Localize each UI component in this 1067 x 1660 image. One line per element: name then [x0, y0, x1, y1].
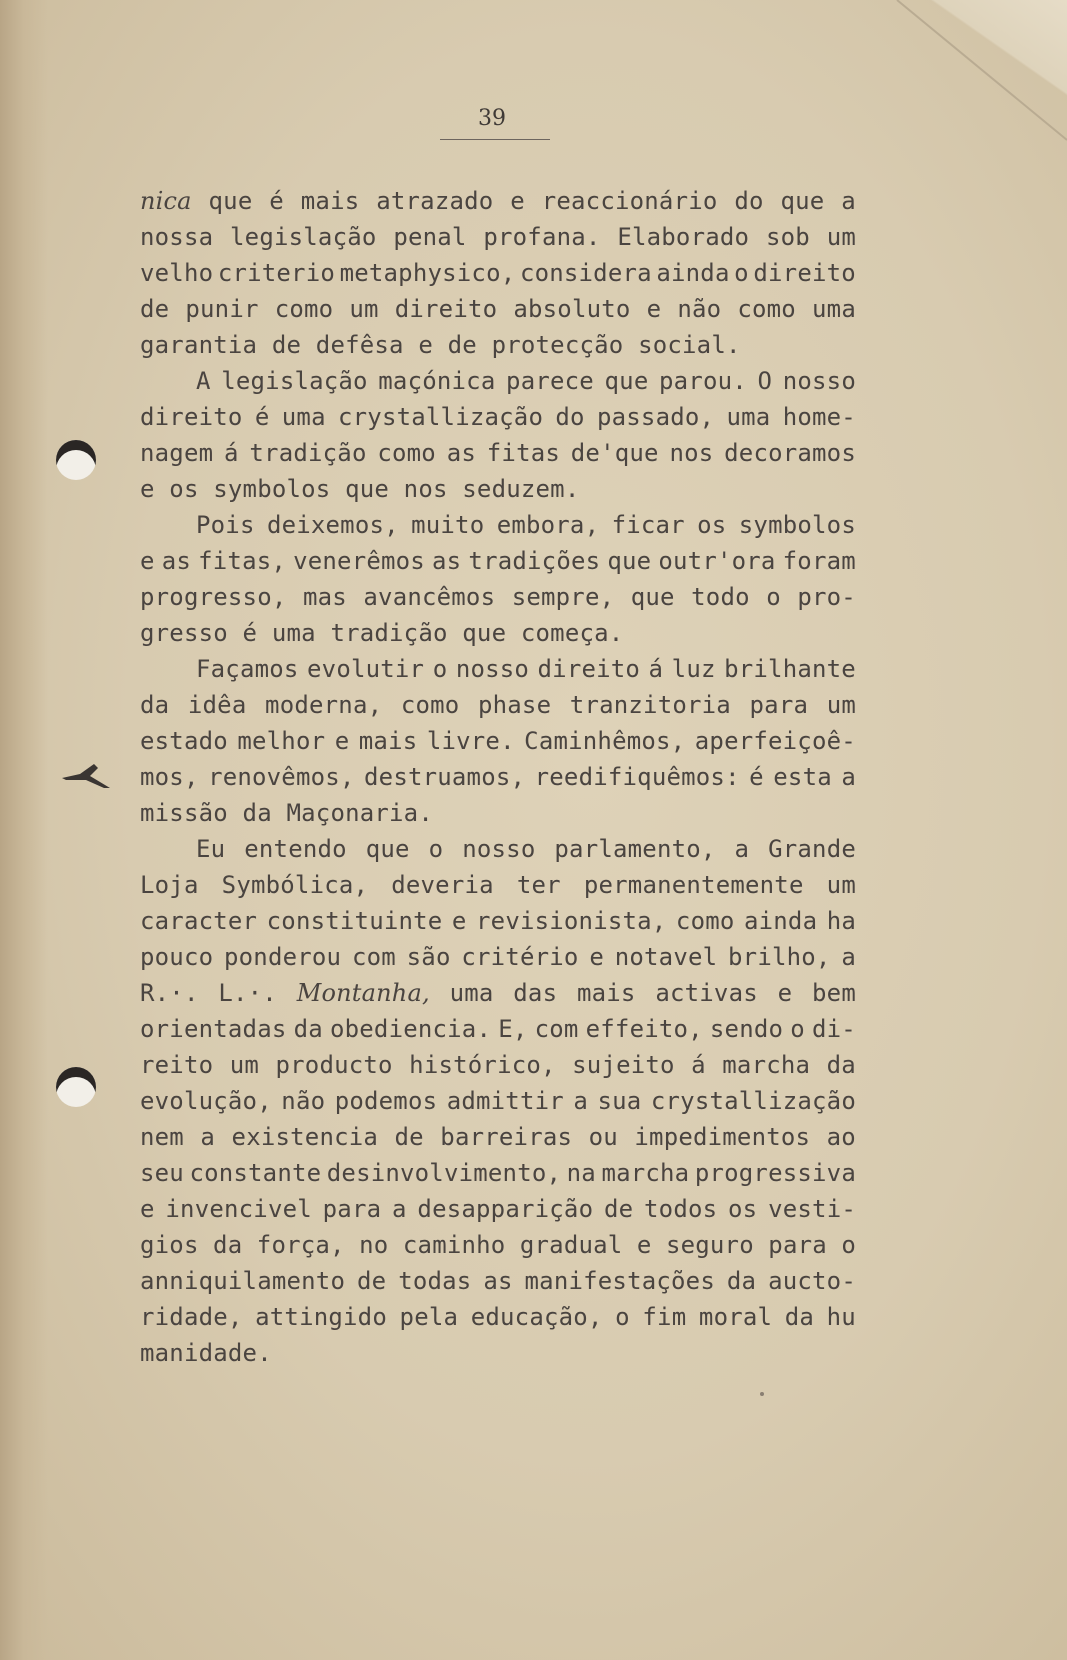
word: progresso, [140, 583, 287, 611]
fold-crease [867, 0, 1067, 150]
word: aucto- [768, 1267, 856, 1295]
word: obediencia. [329, 1015, 492, 1043]
word: da [784, 1303, 815, 1331]
word: da [140, 691, 170, 719]
word: profana. [483, 223, 601, 251]
word: o [615, 1303, 630, 1331]
word: do [555, 403, 585, 431]
word: á [224, 439, 239, 467]
word: tradição [249, 439, 367, 467]
word: sempre, [511, 583, 615, 611]
word: existencia [231, 1123, 379, 1151]
text-line [140, 363, 856, 399]
word: e [334, 727, 350, 755]
word: sua [597, 1087, 642, 1115]
word-italic: Montanha, [296, 979, 430, 1007]
word: parou. [659, 367, 747, 395]
word: home- [782, 403, 856, 431]
word: de [356, 1267, 387, 1295]
word: nagem [140, 439, 214, 467]
word: idêa [187, 691, 247, 719]
word: da [293, 1015, 323, 1043]
word: muito [411, 511, 485, 539]
word: Caminhêmos, [524, 727, 686, 755]
word: direito [140, 403, 243, 431]
word: impedimentos [634, 1123, 811, 1151]
word: legislação [221, 367, 368, 395]
word: criterio [217, 259, 336, 287]
text-line: manidade. [140, 1339, 272, 1367]
text-line: e os symbolos que nos seduzem. [140, 475, 580, 503]
punch-hole-bottom [56, 1067, 96, 1107]
text-line [140, 579, 856, 615]
word: direito [394, 295, 498, 323]
word: vesti- [768, 1195, 856, 1223]
word: effeito, [585, 1015, 703, 1043]
word: evolutir [307, 655, 425, 683]
word: ao [826, 1123, 856, 1151]
word: tradições [468, 547, 601, 575]
word: outr'ora [658, 547, 776, 575]
word: foram [782, 547, 856, 575]
word: para [749, 691, 809, 719]
word: caracter [140, 907, 258, 935]
word: nosso [782, 367, 856, 395]
word: as [446, 439, 477, 467]
word: nem [140, 1123, 184, 1151]
word: caminho [402, 1231, 506, 1259]
word: notavel [614, 943, 718, 971]
text-line: gresso é uma tradição que começa. [140, 619, 624, 647]
text-line [140, 1011, 856, 1047]
word: parece [506, 367, 594, 395]
word: decoramos [724, 439, 856, 467]
word: tranzitoria [569, 691, 731, 719]
word: maçónica [378, 367, 496, 395]
word: a [392, 1195, 407, 1223]
text-line: garantia de defêsa e de protecção social. [140, 331, 741, 359]
text-line [140, 399, 856, 435]
word: aperfeiçoê- [694, 727, 856, 755]
word: ponderou [224, 943, 342, 971]
text-line [140, 1191, 856, 1227]
word: moral [698, 1303, 773, 1331]
text-line [140, 687, 856, 723]
word: desapparição [417, 1195, 594, 1223]
word: força, [256, 1231, 345, 1259]
word: progressiva [694, 1159, 856, 1187]
word: a [841, 943, 856, 971]
word: attingido [255, 1303, 387, 1331]
word: metaphysico, [339, 259, 516, 287]
word: um [229, 1051, 260, 1079]
word: de'que [570, 439, 659, 467]
word: evolução, [140, 1087, 272, 1115]
word: revisionista, [476, 907, 667, 935]
word: e [646, 295, 662, 323]
body-text [140, 183, 856, 1371]
word: a [573, 1087, 589, 1115]
text-line [140, 759, 856, 795]
word: não [677, 295, 722, 323]
word: como [737, 295, 796, 323]
word: uma [812, 295, 856, 323]
text-line [140, 939, 856, 975]
word: gios [140, 1231, 199, 1259]
word: reedifiquêmos: [534, 763, 740, 791]
word: é [254, 403, 270, 431]
word: hu [826, 1303, 856, 1331]
word: direito [537, 655, 641, 683]
word: todas [398, 1267, 472, 1295]
text-line: nica que é mais atrazado e reaccionário do que a [140, 183, 856, 219]
word: renovêmos, [208, 763, 355, 791]
word: invencivel [165, 1195, 312, 1223]
pin-mark-icon [60, 760, 112, 790]
word: E, [498, 1015, 528, 1043]
word: Grande [768, 835, 856, 863]
word: critério [461, 943, 579, 971]
word: o [841, 1231, 856, 1259]
word: pro- [797, 583, 856, 611]
word: as [432, 547, 462, 575]
word: que [630, 583, 675, 611]
word: um [826, 223, 856, 251]
word: velho [140, 259, 214, 287]
word: O [757, 367, 773, 395]
word: e [140, 547, 155, 575]
word: seu [140, 1159, 184, 1187]
word: histórico, [409, 1051, 556, 1079]
word: o [428, 835, 444, 863]
text-line [140, 1083, 856, 1119]
word: fitas, [198, 547, 287, 575]
word: sujeito [572, 1051, 675, 1079]
word-italic: nica [140, 187, 192, 215]
text-line [140, 831, 856, 867]
word: deixemos, [266, 511, 399, 539]
word: os [728, 1195, 758, 1223]
word: Eu [196, 835, 226, 863]
text-line [140, 1047, 856, 1083]
word: como [675, 907, 735, 935]
word: manifestações [524, 1267, 715, 1295]
word: sendo [709, 1015, 784, 1043]
word: da [726, 1267, 757, 1295]
word: nosso [455, 655, 530, 683]
word: o [734, 259, 749, 287]
word: como [274, 295, 334, 323]
word: crystallização [338, 403, 544, 431]
word: barreiras [440, 1123, 573, 1151]
word: embora, [496, 511, 600, 539]
word: passado, [596, 403, 715, 431]
word: seguro [665, 1231, 754, 1259]
word: desinvolvimento, [326, 1159, 562, 1187]
word: penal [393, 223, 467, 251]
word: e [589, 943, 604, 971]
word: um [826, 691, 856, 719]
word: o [790, 1015, 805, 1043]
page-number-rule [440, 139, 550, 140]
word: com [534, 1015, 579, 1043]
word: destruamos, [364, 763, 526, 791]
word: crystallização [650, 1087, 856, 1115]
word: marcha [722, 1051, 811, 1079]
word: ridade, [140, 1303, 243, 1331]
text-line [140, 867, 856, 903]
word: fitas [486, 439, 561, 467]
text-line [140, 651, 856, 687]
word: nossa [140, 223, 214, 251]
word: Symbólica, [221, 871, 369, 899]
word: mos, [140, 763, 199, 791]
word: no [359, 1231, 389, 1259]
word: é [749, 763, 764, 791]
word: para [322, 1195, 382, 1223]
word: como [400, 691, 460, 719]
word: constante [189, 1159, 322, 1187]
word: permanentemente [583, 871, 804, 899]
word: ou [588, 1123, 618, 1151]
word: entendo [244, 835, 347, 863]
word: não [281, 1087, 326, 1115]
word: são [406, 943, 451, 971]
text-line [140, 903, 856, 939]
text-line [140, 723, 856, 759]
word: brilho, [728, 943, 831, 971]
word: um [349, 295, 379, 323]
word: para [768, 1231, 827, 1259]
word: considera [519, 259, 652, 287]
word: producto [275, 1051, 393, 1079]
word: melhor [237, 727, 326, 755]
word: pouco [140, 943, 214, 971]
page-number: 39 [478, 106, 506, 131]
text-line [140, 291, 856, 327]
word: Façamos [196, 655, 299, 683]
text-line [140, 1299, 856, 1335]
word: todo [691, 583, 750, 611]
word: gradual [519, 1231, 623, 1259]
word: uma [726, 403, 771, 431]
word: nos [669, 439, 714, 467]
word: Pois [196, 511, 255, 539]
word: o [766, 583, 781, 611]
text-line [140, 543, 856, 579]
word: e [451, 907, 467, 935]
word: mas [302, 583, 347, 611]
word: phase [477, 691, 552, 719]
word: as [483, 1267, 513, 1295]
word: absoluto [513, 295, 631, 323]
word: á [691, 1051, 706, 1079]
word: de [394, 1123, 424, 1151]
word: nosso [462, 835, 536, 863]
word: ter [516, 871, 561, 899]
word: pela [399, 1303, 459, 1331]
word: na [566, 1159, 596, 1187]
word: luz [671, 655, 716, 683]
word: um [826, 871, 856, 899]
word: de [140, 295, 170, 323]
word: educação, [470, 1303, 603, 1331]
word: constituinte [266, 907, 443, 935]
word: parlamento, [554, 835, 716, 863]
word: a [200, 1123, 216, 1151]
word: mais [358, 727, 418, 755]
word: deveria [391, 871, 494, 899]
text-line: R.·. L.·. Montanha, uma das mais activas e bem [140, 975, 856, 1011]
word: á [648, 655, 664, 683]
word: venerêmos [293, 547, 425, 575]
word: anniquilamento [140, 1267, 346, 1295]
word: que [604, 367, 649, 395]
text-line [140, 507, 856, 543]
word: brilhante [724, 655, 856, 683]
word: punir [185, 295, 259, 323]
word: ainda [743, 907, 818, 935]
word: fim [642, 1303, 687, 1331]
speck [760, 1392, 764, 1396]
word: symbolos [738, 511, 856, 539]
text-line [140, 1263, 856, 1299]
word: moderna, [265, 691, 383, 719]
text-line [140, 1119, 856, 1155]
word: como [377, 439, 436, 467]
word: todos [644, 1195, 718, 1223]
word: os [697, 511, 727, 539]
word: da [826, 1051, 856, 1079]
word: ha [826, 907, 856, 935]
text-line: missão da Maçonaria. [140, 799, 433, 827]
word: esta [773, 763, 832, 791]
word: livre. [426, 727, 515, 755]
word: di- [811, 1015, 856, 1043]
word: podemos [334, 1087, 438, 1115]
word: legislação [230, 223, 377, 251]
word: a [841, 763, 856, 791]
word: a [734, 835, 750, 863]
word: as [161, 547, 192, 575]
text-line [140, 435, 856, 471]
word: reito [140, 1051, 214, 1079]
punch-hole-top [56, 440, 96, 480]
word: que [365, 835, 410, 863]
word: ficar [611, 511, 685, 539]
word: que [607, 547, 652, 575]
word: com [351, 943, 396, 971]
text-line [140, 1155, 856, 1191]
text-line [140, 219, 856, 255]
word: Elaborado [617, 223, 750, 251]
word: ainda [656, 259, 730, 287]
word: de [603, 1195, 634, 1223]
word: estado [140, 727, 228, 755]
word: e [140, 1195, 155, 1223]
word: marcha [601, 1159, 690, 1187]
word: Loja [140, 871, 199, 899]
word: da [213, 1231, 243, 1259]
word: admittir [446, 1087, 564, 1115]
word: uma [281, 403, 326, 431]
word: A [196, 367, 211, 395]
word: orientadas [140, 1015, 287, 1043]
text-line [140, 255, 856, 291]
page-edge-shadow [0, 0, 48, 1660]
word: o [432, 655, 448, 683]
word: sob [765, 223, 810, 251]
text-line [140, 1227, 856, 1263]
word: e [636, 1231, 652, 1259]
word: avancêmos [363, 583, 496, 611]
word: direito [753, 259, 856, 287]
